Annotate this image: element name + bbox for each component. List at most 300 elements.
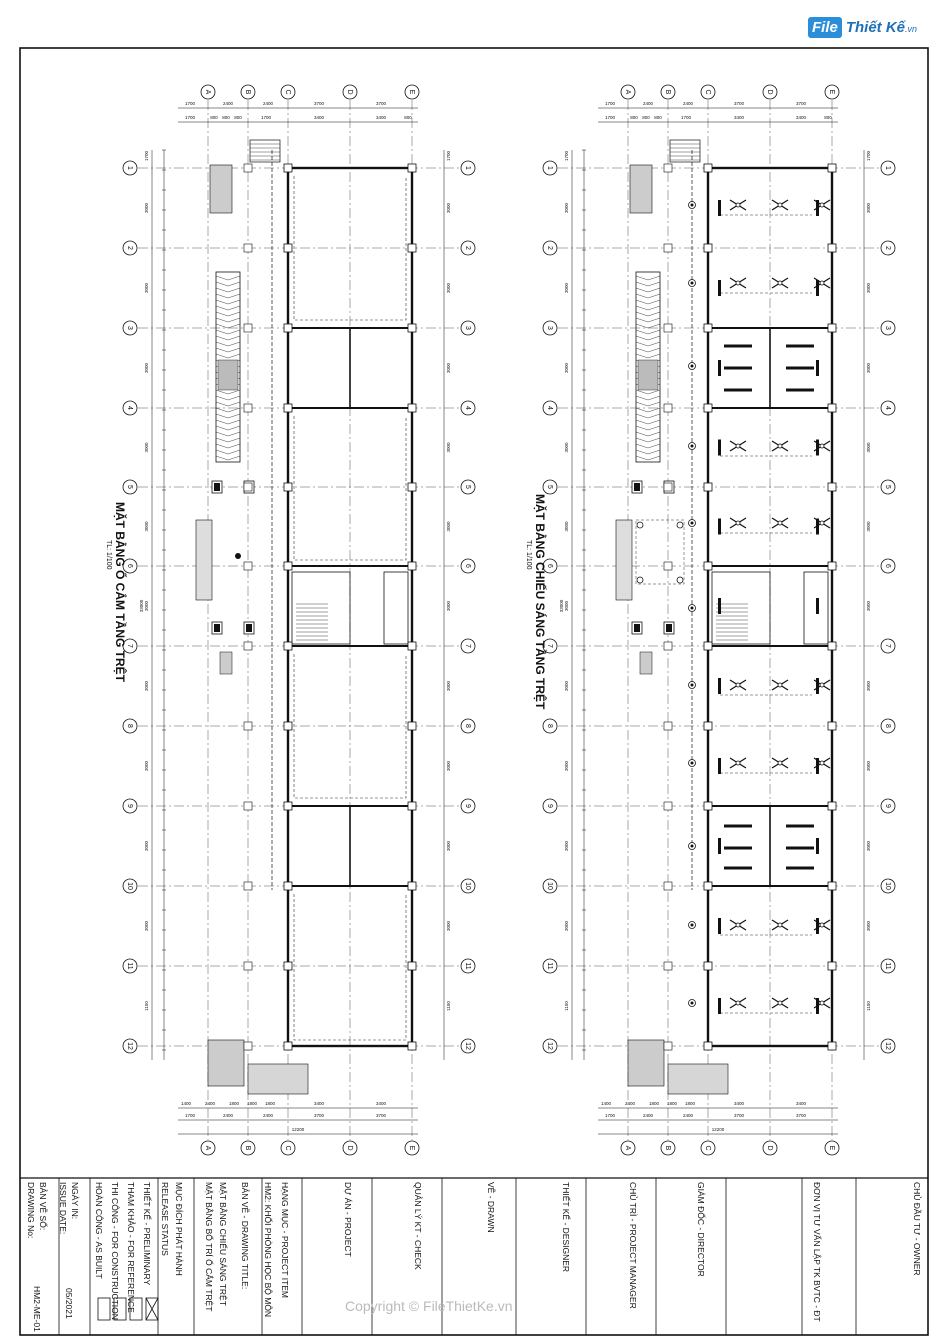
stair-tread [636, 438, 660, 442]
stair-tread [636, 336, 660, 340]
stair-tread [636, 306, 660, 310]
tb-project-item-label: HẠNG MỤC - PROJECT ITEM [280, 1182, 290, 1299]
column-e-2 [408, 324, 416, 332]
grid-label-right-3: 3 [464, 326, 472, 330]
tb-drawing-no-label-1: BẢN VẼ SỐ: [38, 1182, 48, 1231]
ramp-top [630, 165, 652, 213]
column-b-8 [244, 802, 252, 810]
dim-side-right-10: 3000 [866, 920, 872, 932]
tube-lamp-icon [786, 825, 814, 828]
dim-side-11: 1150 [144, 1001, 150, 1011]
grid-label-bottom-B: B [244, 1145, 252, 1151]
ceiling-fan-icon [730, 278, 746, 288]
grid-label-bottom-E: E [408, 1145, 416, 1151]
grid-label-bottom-E: E [828, 1145, 836, 1151]
dim-top1-0: 1700 [184, 101, 196, 107]
column-c-0 [704, 164, 712, 172]
dim-top2-3: 800 [234, 115, 242, 121]
grid-label-right-4: 4 [884, 406, 892, 410]
dim-bottom2-2: 2400 [262, 1113, 274, 1119]
stair-tread [216, 450, 240, 454]
dim-bottom1-6: 3400 [795, 1101, 807, 1107]
dim-side-right-8: 3000 [866, 760, 872, 772]
dim-top1-1: 2400 [642, 101, 654, 107]
grid-label-bottom-A: A [204, 1145, 212, 1151]
column-e-4 [828, 483, 836, 491]
ceiling-lamp-dot [691, 684, 694, 687]
dim-bottom1-0: 1400 [600, 1101, 612, 1107]
column-b-3 [244, 404, 252, 412]
plan-right-scale: TL: 1/100 [525, 540, 532, 570]
grid-label-left-7: 7 [126, 644, 134, 648]
tube-lamp-icon [816, 678, 819, 694]
fan-hub [778, 281, 782, 285]
tube-lamp-icon [724, 389, 752, 392]
fan-hub [778, 521, 782, 525]
grid-label-left-8: 8 [126, 724, 134, 728]
stair-landing [218, 360, 238, 390]
grid-label-right-7: 7 [884, 644, 892, 648]
column-e-0 [828, 164, 836, 172]
grid-label-left-4: 4 [126, 406, 134, 410]
dim-top2-1: 800 [210, 115, 218, 121]
tube-lamp-icon [816, 360, 819, 376]
column-c-11 [704, 1042, 712, 1050]
column-b-0 [664, 164, 672, 172]
grid-label-right-12: 12 [464, 1042, 472, 1050]
lobby-lamp-icon [677, 577, 683, 583]
grid-label-left-9: 9 [546, 804, 554, 808]
dim-side-8: 3000 [144, 760, 150, 772]
dim-bottom1-1: 2400 [624, 1101, 636, 1107]
column-b-5 [664, 562, 672, 570]
grid-label-top-E: E [828, 89, 836, 95]
ceiling-fan-icon [730, 200, 746, 210]
fan-hub [778, 761, 782, 765]
socket-symbol [235, 553, 241, 559]
tb-status-reference: THAM KHẢO - FOR REFERENCE [126, 1182, 136, 1313]
grid-label-left-8: 8 [546, 724, 554, 728]
dim-top1-3: 3700 [733, 101, 745, 107]
stair-tread [216, 408, 240, 412]
grid-label-right-8: 8 [464, 724, 472, 728]
grid-label-right-5: 5 [464, 485, 472, 489]
tb-drawing-title-label: BẢN VẼ - DRAWING TITLE: [240, 1182, 250, 1290]
column-c-9 [284, 882, 292, 890]
column-b-5 [244, 562, 252, 570]
column-e-8 [828, 802, 836, 810]
stair-tread [216, 300, 240, 304]
stair-tread [216, 306, 240, 310]
fan-hub [736, 923, 740, 927]
grid-label-right-6: 6 [464, 564, 472, 568]
ceiling-fan-icon [772, 920, 788, 930]
grid-label-left-9: 9 [126, 804, 134, 808]
stair-tread [216, 456, 240, 460]
tb-owner: CHỦ ĐẦU TƯ - OWNER [912, 1182, 922, 1276]
stair-tread [636, 414, 660, 418]
dim-side-2: 3000 [564, 282, 570, 294]
dim-side-10: 3000 [144, 920, 150, 932]
stair-tread [216, 312, 240, 316]
column-b-8 [664, 802, 672, 810]
tube-lamp-icon [786, 847, 814, 850]
dim-side-7: 3000 [564, 680, 570, 692]
ceiling-lamp-dot [691, 607, 694, 610]
stair-tread [636, 288, 660, 292]
stair-tread [636, 330, 660, 334]
tb-status-preliminary: THIẾT KẾ - PRELIMINARY [142, 1182, 152, 1286]
entrance-stair [250, 140, 280, 162]
dim-top1-2: 2400 [262, 101, 274, 107]
lobby-steps [196, 520, 212, 600]
dim-bottom1-3: 1800 [246, 1101, 258, 1107]
stair-tread [216, 324, 240, 328]
tube-lamp-icon [724, 825, 752, 828]
grid-label-top-B: B [664, 89, 672, 95]
dim-bottom1-5: 3400 [313, 1101, 325, 1107]
column-e-9 [828, 882, 836, 890]
dim-side-5: 3000 [564, 521, 570, 532]
ceiling-fan-icon [730, 998, 746, 1008]
tb-status-construction: THI CÔNG - FOR CONSTRUCTION [110, 1182, 120, 1320]
tube-lamp-icon [718, 280, 721, 296]
dim-side-0: 1700 [144, 150, 150, 162]
stair-tread [636, 354, 660, 358]
tb-project: DỰ ÁN - PROJECT [343, 1182, 353, 1257]
ceiling-lamp-dot [691, 522, 694, 525]
dim-side-right-0: 1700 [866, 150, 872, 162]
column-b-6 [664, 642, 672, 650]
stair-tread [216, 354, 240, 358]
column-b-10 [664, 962, 672, 970]
dim-bottom1-6: 3400 [375, 1101, 387, 1107]
dim-top2-0: 1700 [604, 115, 616, 121]
grid-label-right-2: 2 [884, 246, 892, 250]
grid-label-left-11: 11 [126, 962, 134, 970]
grid-label-right-11: 11 [884, 962, 892, 970]
ceiling-fan-icon [772, 680, 788, 690]
column-e-3 [828, 404, 836, 412]
dim-top2-6: 3400 [795, 115, 807, 121]
lobby-ramp [220, 652, 232, 674]
grid-label-left-1: 1 [546, 166, 554, 170]
tb-director: GIÁM ĐỐC - DIRECTOR [696, 1182, 706, 1277]
lobby-lamp-icon [637, 577, 643, 583]
ceiling-fan-icon [730, 441, 746, 451]
column-e-10 [408, 962, 416, 970]
tube-lamp-icon [718, 758, 721, 774]
tb-issue-date-label-2: ISSUE DATE: [58, 1182, 68, 1235]
column-b-11 [244, 1042, 252, 1050]
dim-side-4: 3000 [564, 442, 570, 453]
column-e-7 [408, 722, 416, 730]
dim-top1-4: 3700 [375, 101, 387, 107]
grid-label-top-E: E [408, 89, 416, 95]
dim-bottom2-4: 3700 [375, 1113, 387, 1119]
stair-tread [216, 444, 240, 448]
grid-label-right-9: 9 [884, 804, 892, 808]
grid-label-right-1: 1 [464, 166, 472, 170]
grid-label-left-10: 10 [546, 882, 554, 890]
tube-lamp-icon [816, 998, 819, 1014]
column-e-1 [408, 244, 416, 252]
tb-release-label-1: MỤC ĐÍCH PHÁT HÀNH [174, 1182, 184, 1276]
stair-tread [216, 414, 240, 418]
dim-side-right-7: 3000 [866, 680, 872, 692]
grid-label-left-5: 5 [546, 485, 554, 489]
stair-tread [636, 312, 660, 316]
grid-label-bottom-C: C [704, 1145, 712, 1151]
tb-drawn: VẼ - DRAWN [486, 1182, 496, 1233]
grid-label-right-7: 7 [464, 644, 472, 648]
column-e-8 [408, 802, 416, 810]
fan-hub [736, 203, 740, 207]
ceiling-fan-icon [730, 518, 746, 528]
stair-tread [216, 288, 240, 292]
dim-side-1: 3000 [144, 202, 150, 214]
stair-tread [636, 408, 660, 412]
dim-top2-7: 800 [824, 115, 832, 121]
lobby-column-core [634, 624, 640, 632]
grid-label-left-11: 11 [546, 962, 554, 970]
column-c-7 [704, 722, 712, 730]
column-b-9 [244, 882, 252, 890]
grid-label-top-C: C [704, 89, 712, 95]
stair-tread [636, 348, 660, 352]
column-e-6 [408, 642, 416, 650]
tube-lamp-icon [816, 598, 819, 614]
dim-side-right-8: 3000 [446, 760, 452, 772]
column-b-1 [664, 244, 672, 252]
tb-checker: QUẢN LÝ KT - CHECK [413, 1182, 423, 1270]
dim-side-6: 3000 [564, 600, 570, 612]
stair-tread [636, 402, 660, 406]
column-e-3 [408, 404, 416, 412]
column-b-11 [664, 1042, 672, 1050]
fan-hub [778, 1001, 782, 1005]
stair-tread [636, 318, 660, 322]
dim-bottom2-1: 2400 [642, 1113, 654, 1119]
stair-tread [636, 390, 660, 394]
stair-tread [216, 432, 240, 436]
dim-side-right-6: 3000 [446, 600, 452, 612]
grid-label-top-D: D [766, 89, 774, 95]
dim-top2-2: 800 [642, 115, 650, 121]
dim-top2-3: 800 [654, 115, 662, 121]
ceiling-fan-icon [730, 920, 746, 930]
ceiling-lamp-dot [691, 924, 694, 927]
grid-label-right-4: 4 [464, 406, 472, 410]
dim-side-3: 3000 [564, 362, 570, 374]
grid-label-top-C: C [284, 89, 292, 95]
lobby-column-core [666, 624, 672, 632]
column-b-4 [664, 483, 672, 491]
lobby-circuit [636, 520, 684, 584]
column-e-10 [828, 962, 836, 970]
tube-lamp-icon [718, 440, 721, 456]
dim-side-right-6: 3000 [866, 600, 872, 612]
lobby-lamp-icon [637, 522, 643, 528]
dim-side-right-5: 3000 [446, 521, 452, 532]
ceiling-fan-icon [772, 441, 788, 451]
fan-hub [736, 444, 740, 448]
dim-side-right-3: 3000 [866, 362, 872, 374]
grid-label-left-2: 2 [126, 246, 134, 250]
stair-tread [636, 432, 660, 436]
dim-top2-6: 3400 [375, 115, 387, 121]
stair-tread [216, 390, 240, 394]
stair-tread [216, 294, 240, 298]
stair-tread [636, 300, 660, 304]
column-c-10 [704, 962, 712, 970]
stair-tread [636, 282, 660, 286]
dim-bottom1-0: 1400 [180, 1101, 192, 1107]
copyright-watermark: Copyright © FileThietKe.vn [345, 1298, 513, 1314]
tube-lamp-icon [816, 519, 819, 535]
stair-tread [636, 396, 660, 400]
lobby-column-core [246, 624, 252, 632]
status-checkbox-0 [98, 1298, 110, 1320]
fan-hub [820, 444, 824, 448]
dim-side-right-11: 1150 [866, 1001, 872, 1011]
stair-tread [216, 438, 240, 442]
grid-label-left-12: 12 [126, 1042, 134, 1050]
dim-side-right-1: 3000 [866, 202, 872, 214]
dim-top1-2: 2400 [682, 101, 694, 107]
grid-label-bottom-C: C [284, 1145, 292, 1151]
dim-side-right-5: 3000 [866, 521, 872, 532]
column-c-1 [704, 244, 712, 252]
tube-lamp-icon [718, 918, 721, 934]
dim-top2-5: 3400 [313, 115, 325, 121]
dim-bottom1-3: 1800 [666, 1101, 678, 1107]
tb-release-label-2: RELEASE STATUS [160, 1182, 170, 1256]
ramp-top [210, 165, 232, 213]
ceiling-lamp-dot [691, 282, 694, 285]
column-b-2 [244, 324, 252, 332]
fan-hub [820, 923, 824, 927]
grid-label-left-6: 6 [126, 564, 134, 568]
column-c-3 [284, 404, 292, 412]
lobby-steps [616, 520, 632, 600]
dim-side-1: 3000 [564, 202, 570, 214]
lobby-column-core [214, 483, 220, 491]
ceiling-lamp-dot [691, 365, 694, 368]
fan-hub [736, 1001, 740, 1005]
dim-bottom-total: 12200 [291, 1127, 305, 1133]
ceiling-fan-icon [772, 758, 788, 768]
dim-top2-0: 1700 [184, 115, 196, 121]
column-e-2 [828, 324, 836, 332]
stair-landing [638, 360, 658, 390]
dim-side-0: 1700 [564, 150, 570, 162]
dim-bottom2-0: 1700 [184, 1113, 196, 1119]
fan-hub [820, 761, 824, 765]
dim-bottom1-2: 1800 [648, 1101, 660, 1107]
dim-top1-3: 3700 [313, 101, 325, 107]
stair-tread [216, 420, 240, 424]
stair-tread [216, 402, 240, 406]
grid-label-top-D: D [346, 89, 354, 95]
grid-label-right-10: 10 [464, 882, 472, 890]
stair-tread [216, 348, 240, 352]
stair-tread [216, 330, 240, 334]
stair-tread [216, 336, 240, 340]
grid-label-right-3: 3 [884, 326, 892, 330]
column-c-5 [284, 562, 292, 570]
tube-lamp-icon [724, 867, 752, 870]
plan-right-title: MẶT BẰNG CHIẾU SÁNG TẦNG TRỆT [533, 494, 547, 710]
tube-lamp-icon [786, 389, 814, 392]
ceiling-fan-icon [772, 278, 788, 288]
dim-bottom2-3: 3700 [313, 1113, 325, 1119]
column-c-2 [284, 324, 292, 332]
column-c-1 [284, 244, 292, 252]
grid-label-bottom-B: B [664, 1145, 672, 1151]
tube-lamp-icon [724, 847, 752, 850]
grid-label-right-1: 1 [884, 166, 892, 170]
dim-side-4: 3000 [144, 442, 150, 453]
fan-hub [778, 203, 782, 207]
fan-hub [820, 203, 824, 207]
stair-tread [636, 342, 660, 346]
column-c-6 [704, 642, 712, 650]
ceiling-fan-icon [730, 680, 746, 690]
ceiling-lamp-dot [691, 445, 694, 448]
dim-side-right-7: 3000 [446, 680, 452, 692]
grid-label-bottom-A: A [624, 1145, 632, 1151]
logo-box: File [808, 17, 842, 38]
column-b-10 [244, 962, 252, 970]
column-e-4 [408, 483, 416, 491]
tube-lamp-icon [724, 367, 752, 370]
tube-lamp-icon [718, 598, 721, 614]
tb-status-asbuilt: HOÀN CÔNG - AS BUILT [94, 1182, 104, 1279]
dim-top1-0: 1700 [604, 101, 616, 107]
fan-hub [820, 281, 824, 285]
grid-label-right-6: 6 [884, 564, 892, 568]
column-c-3 [704, 404, 712, 412]
tube-lamp-icon [786, 345, 814, 348]
grid-label-bottom-D: D [346, 1145, 354, 1151]
grid-label-left-3: 3 [546, 326, 554, 330]
paving-bottom [668, 1064, 728, 1094]
ceiling-lamp-dot [691, 204, 694, 207]
column-b-2 [664, 324, 672, 332]
grid-label-bottom-D: D [766, 1145, 774, 1151]
tb-drawing-no-value: HM2-ME-01 [32, 1286, 42, 1332]
column-b-9 [664, 882, 672, 890]
dim-side-2: 3000 [144, 282, 150, 294]
column-c-5 [704, 562, 712, 570]
grid-label-left-4: 4 [546, 406, 554, 410]
fan-hub [736, 281, 740, 285]
plan-left-scale: TL: 1/100 [105, 540, 112, 570]
column-b-7 [664, 722, 672, 730]
tb-drawing-title-2: MẶT BẰNG BỐ TRÍ Ổ CẮM TRỆT [204, 1182, 214, 1312]
column-e-7 [828, 722, 836, 730]
dim-side-right-9: 3000 [866, 840, 872, 852]
dim-bottom1-5: 3400 [733, 1101, 745, 1107]
stair-tread [636, 294, 660, 298]
lobby-ramp [640, 652, 652, 674]
stair-tread [636, 324, 660, 328]
dim-side-8: 3000 [564, 760, 570, 772]
stair-tread [636, 444, 660, 448]
grid-label-right-11: 11 [464, 962, 472, 970]
column-e-9 [408, 882, 416, 890]
